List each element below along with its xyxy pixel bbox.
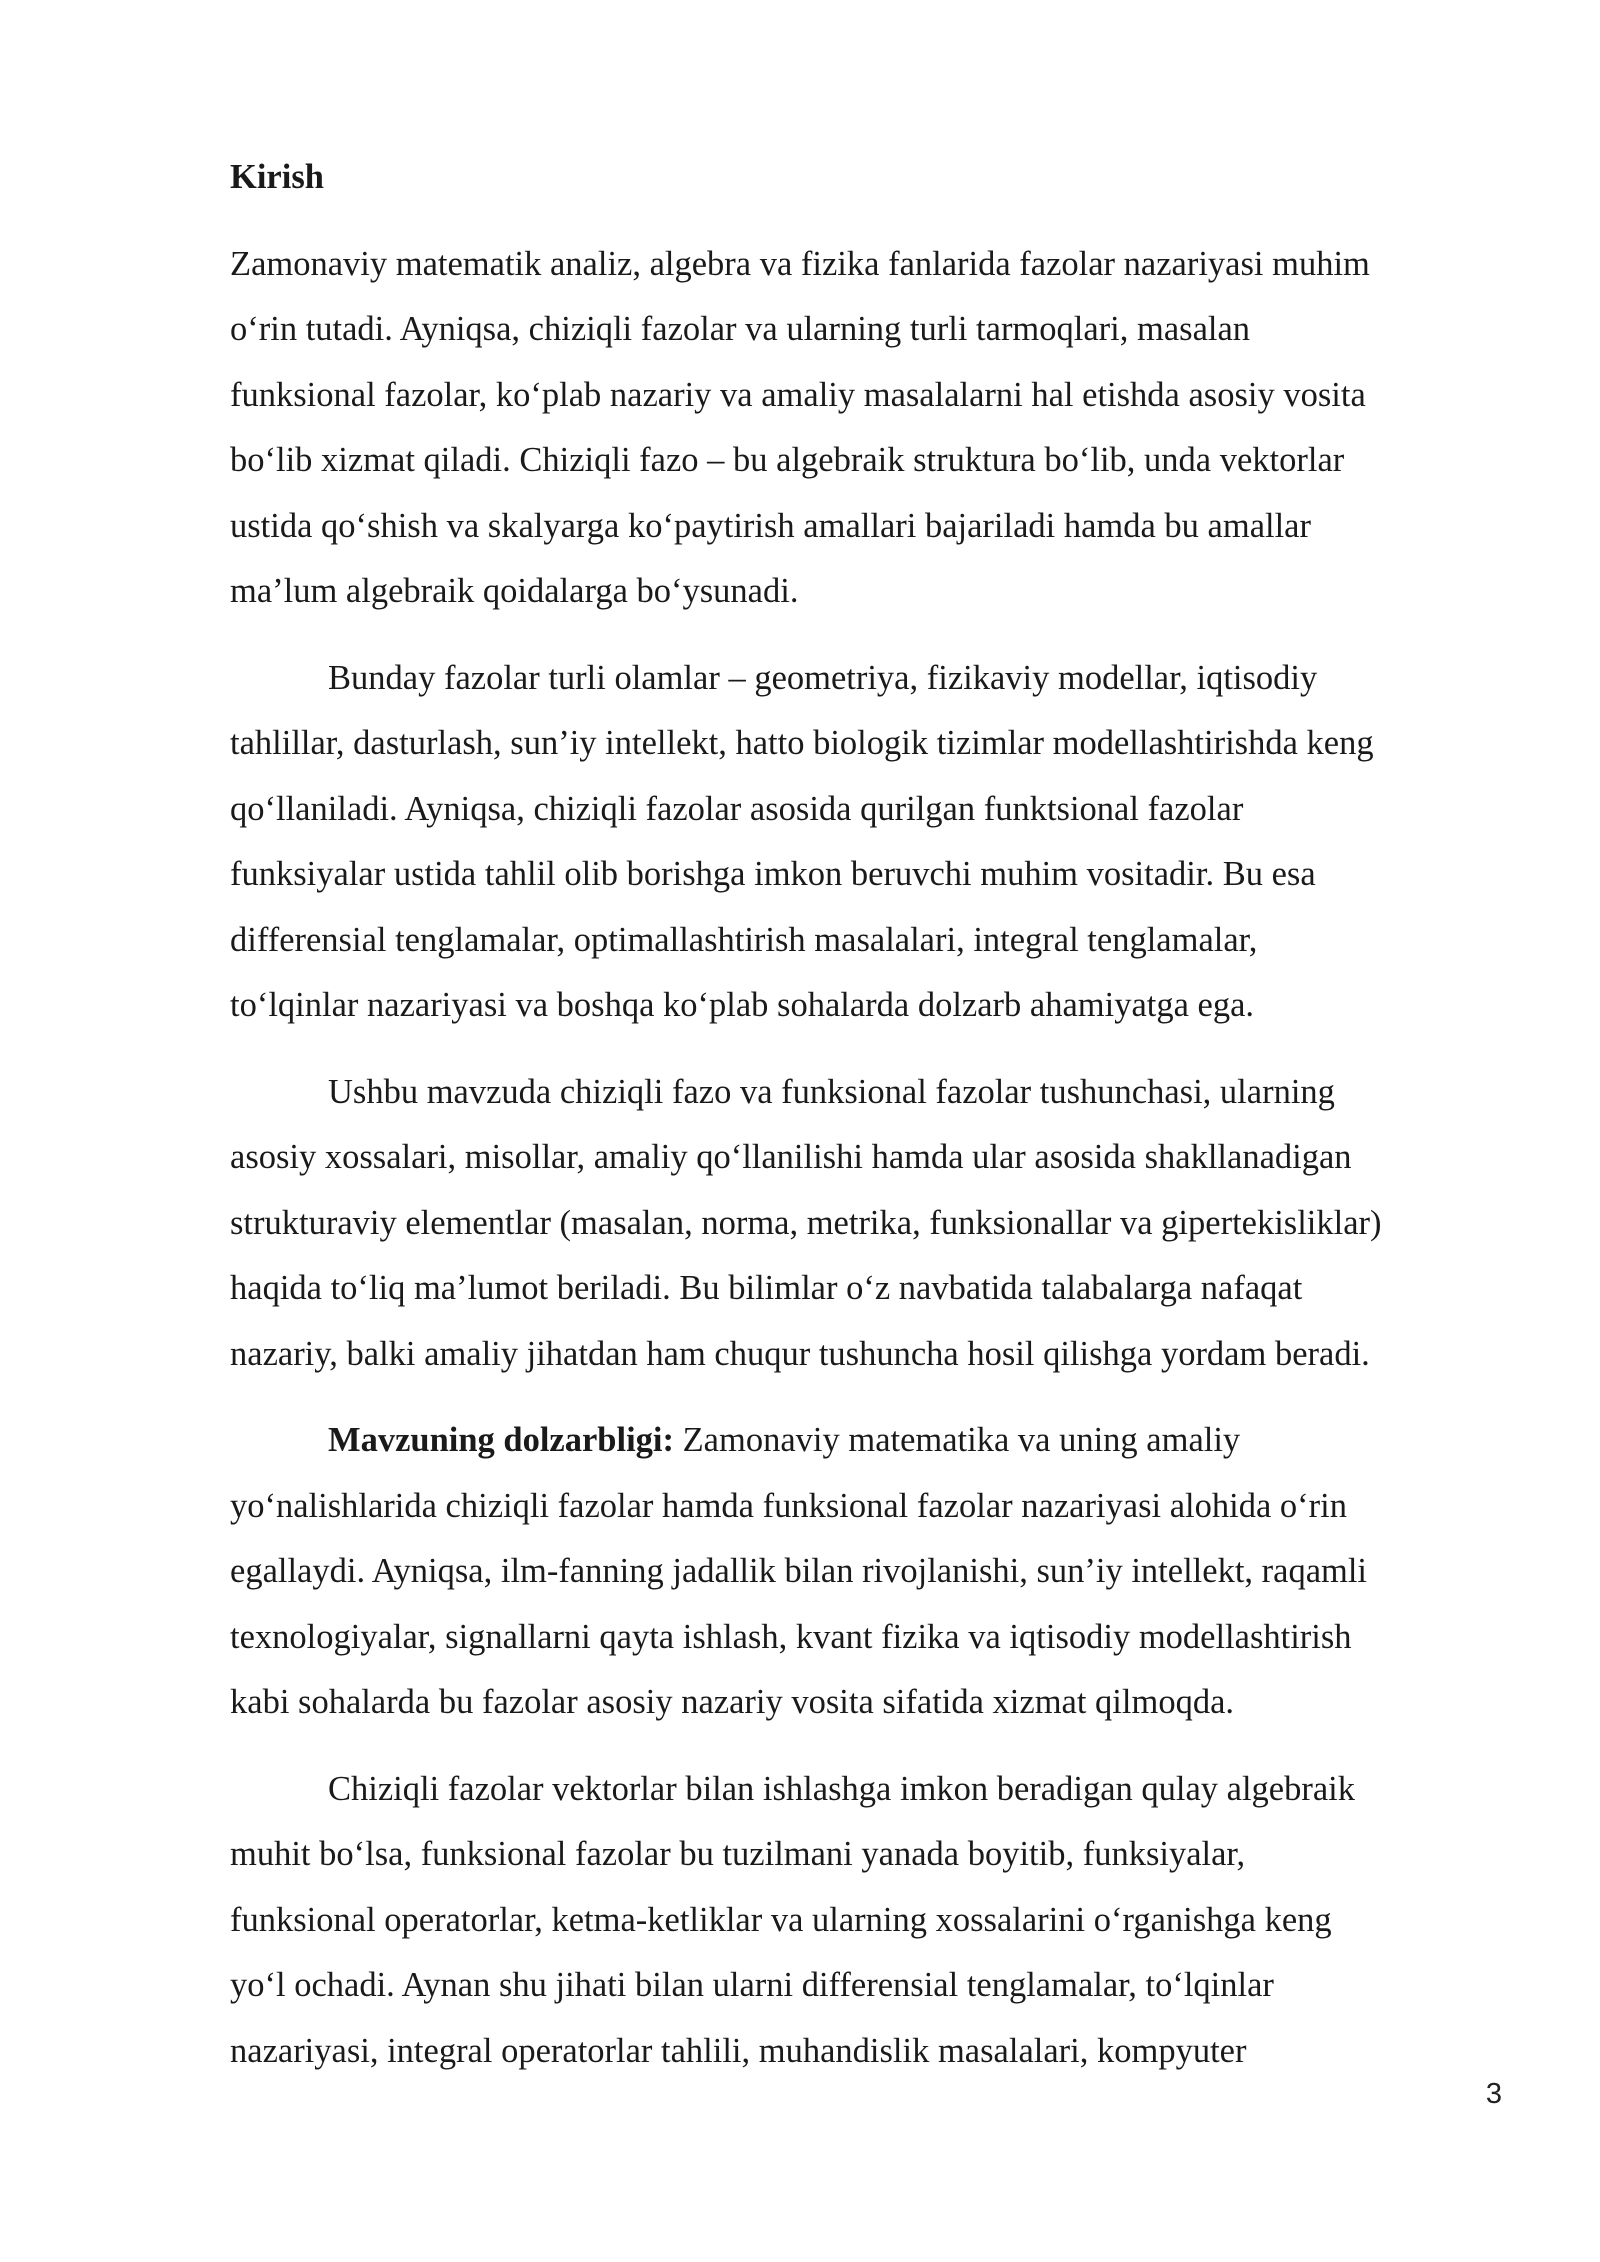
text-line: funksional operatorlar, ketma-ketliklar va ularning xossalarini o‘rganishga keng (230, 1900, 1332, 1939)
paragraph-vector-spaces (230, 1757, 1500, 2085)
text-line: haqida to‘liq ma’lumot beriladi. Bu bilimlar o‘z navbatida talabalarga nafaqat (230, 1269, 1303, 1307)
text-line: bo‘lib xizmat qiladi. Chiziqli fazo – bu algebraik struktura bo‘lib, unda vektorlar (230, 441, 1345, 479)
text-line: yo‘l ochadi. Aynan shu jihati bilan ularni differensial tenglamalar, to‘lqinlar (230, 1966, 1274, 2004)
text-line: Zamonaviy matematik analiz, algebra va fizika fanlarida fazolar nazariyasi muhim (230, 244, 1370, 283)
text-line: Ushbu mavzuda chiziqli fazo va funksional fazolar tushunchasi, ularning (328, 1072, 1335, 1111)
text-line: o‘rin tutadi. Ayniqsa, chiziqli fazolar va ularning turli tarmoqlari, masalan (230, 310, 1251, 348)
text-line: ustida qo‘shish va skalyarga ko‘paytirish amallari bajariladi hamda bu amallar (230, 506, 1311, 545)
text-line: texnologiyalar, signallarni qayta ishlash, kvant fizika va iqtisodiy modellashtirish (230, 1617, 1352, 1656)
text-line: nazariy, balki amaliy jihatdan ham chuqur tushuncha hosil qilishga yordam beradi. (230, 1334, 1370, 1373)
paragraph-relevance (230, 1408, 1500, 1736)
text-line: yo‘nalishlarida chiziqli fazolar hamda funksional fazolar nazariyasi alohida o‘rin (230, 1486, 1347, 1525)
page-number: 3 (1485, 2078, 1502, 2110)
text-line-rest: Zamonaviy matematika va uning amaliy (673, 1421, 1241, 1459)
text-line: qo‘llaniladi. Ayniqsa, chiziqli fazolar asosida qurilgan funktsional fazolar (230, 789, 1244, 828)
paragraph-topic-overview (230, 1060, 1500, 1388)
text-line: Bunday fazolar turli olamlar – geometriya, fizikaviy modellar, iqtisodiy (328, 658, 1318, 697)
text-line: asosiy xossalari, misollar, amaliy qo‘llanilishi hamda ular asosida shakllanadigan (230, 1138, 1352, 1176)
text-line: Chiziqli fazolar vektorlar bilan ishlashga imkon beradigan qulay algebraik (328, 1769, 1355, 1808)
text-line: strukturaviy elementlar (masalan, norma, metrika, funksionallar va gipertekisliklar) (230, 1203, 1382, 1242)
paragraph-applications (230, 646, 1500, 1039)
text-line: muhit bo‘lsa, funksional fazolar bu tuzilmani yanada boyitib, funksiyalar, (230, 1835, 1246, 1873)
text-line: to‘lqinlar nazariyasi va boshqa ko‘plab sohalarda dolzarb ahamiyatga ega. (230, 986, 1255, 1024)
text-line: funksiyalar ustida tahlil olib borishga imkon beruvchi muhim vositadir. Bu esa (230, 855, 1316, 893)
document-body (230, 145, 1500, 2105)
text-line: differensial tenglamalar, optimallashtirish masalalari, integral tenglamalar, (230, 920, 1258, 959)
text-line: egallaydi. Ayniqsa, ilm-fanning jadallik bilan rivojlanishi, sun’iy intellekt, raqamli (230, 1552, 1368, 1590)
relevance-label: Mavzuning dolzarbligi: (328, 1421, 674, 1459)
text-line: tahlillar, dasturlash, sun’iy intellekt, hatto biologik tizimlar modellashtirishda keng (230, 724, 1374, 762)
text-line: funksional fazolar, ko‘plab nazariy va amaliy masalalarni hal etishda asosiy vosita (230, 375, 1366, 414)
section-heading: Kirish (230, 158, 324, 196)
text-line: ma’lum algebraik qoidalarga bo‘ysunadi. (230, 572, 799, 610)
text-line: nazariyasi, integral operatorlar tahlili, muhandislik masalalari, kompyuter (230, 2031, 1247, 2070)
text-line: kabi sohalarda bu fazolar asosiy nazariy vosita sifatida xizmat qilmoqda. (230, 1683, 1235, 1721)
paragraph-intro (230, 232, 1500, 625)
text-line (230, 1408, 1500, 1474)
